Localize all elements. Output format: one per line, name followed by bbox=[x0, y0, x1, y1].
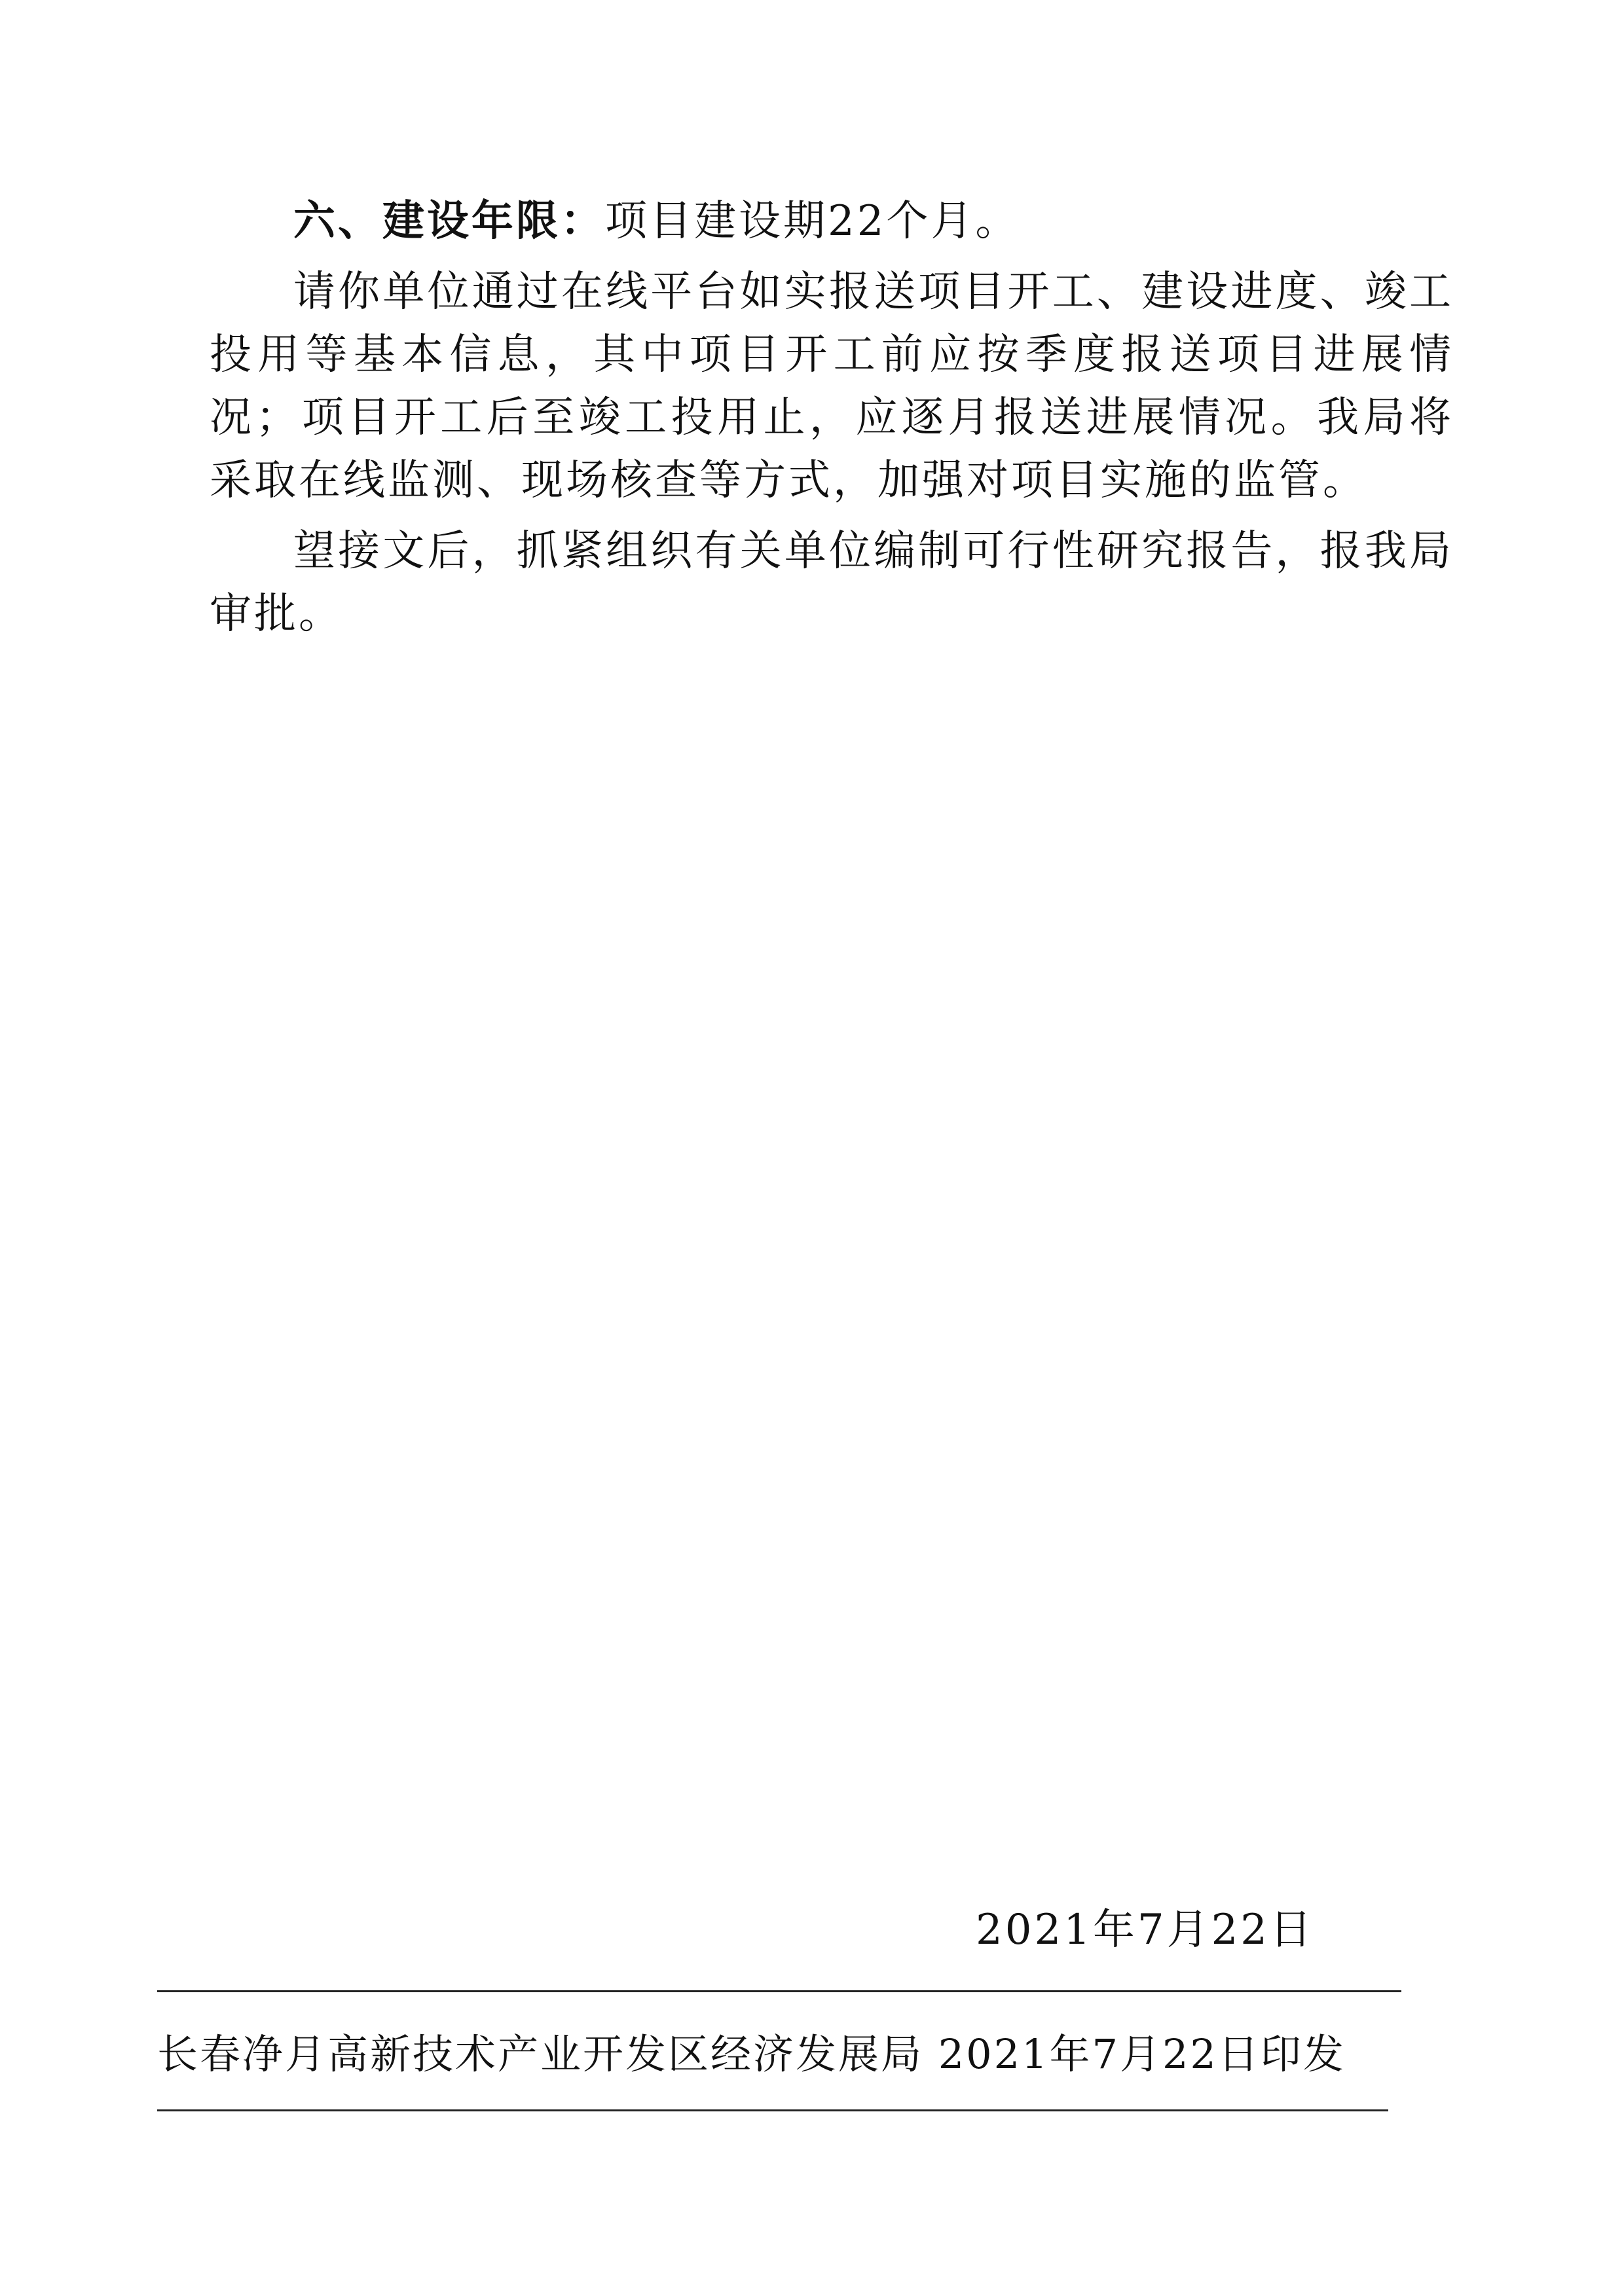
footer-rule-top bbox=[157, 1990, 1401, 1992]
instruction-paragraph: 望接文后，抓紧组织有关单位编制可行性研究报告，报我局审批。 bbox=[210, 527, 1454, 638]
signature-date: 2021年7月22日 bbox=[976, 1906, 1315, 1954]
section-six-paragraph bbox=[210, 190, 1454, 253]
footer-issuer-line: 长春净月高新技术产业开发区经济发展局 2021年7月22日印发 bbox=[157, 2030, 1346, 2078]
document-body bbox=[210, 190, 1454, 646]
reporting-paragraph: 请你单位通过在线平台如实报送项目开工、建设进度、竣工投用等基本信息，其中项目开工前应按季度报送项目进展情况；项目开工后至竣工投用止，应逐月报送进展情况。我局将采取在线监测、现场核查等方式，加强对项目实施的监管。 bbox=[210, 268, 1454, 505]
section-six-text: 项目建设期22个月。 bbox=[605, 197, 1020, 246]
section-six-heading: 六、建设年限： bbox=[293, 197, 605, 246]
footer-rule-bottom bbox=[157, 2109, 1388, 2111]
